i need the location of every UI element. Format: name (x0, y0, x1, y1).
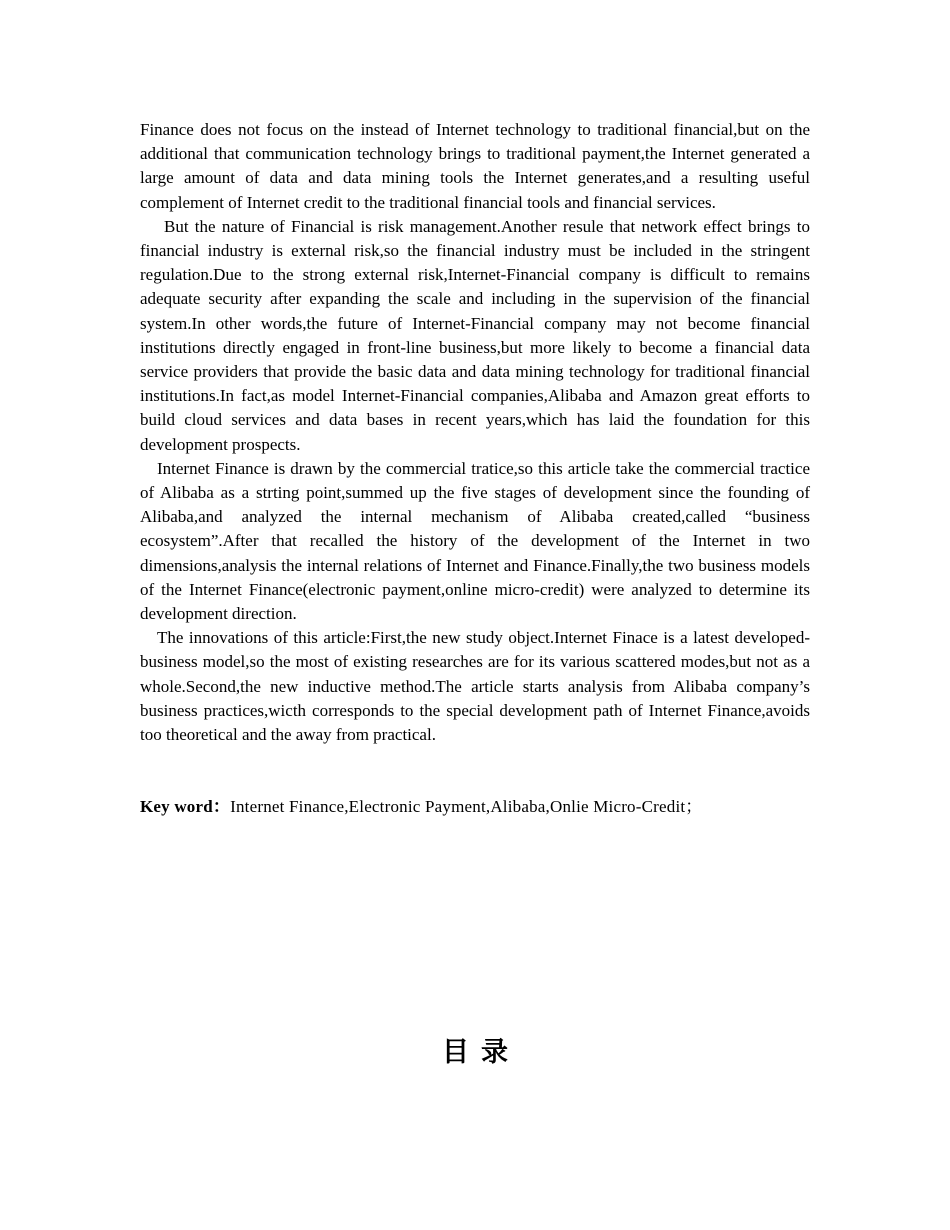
abstract-paragraph-2: But the nature of Financial is risk management.Another resule that network effect brings to financial industry is external risk,so the financial industry must be included in the stringent regulation.Due to the strong external risk,Internet-Financial company is difficult to remains adequate security after expanding the scale and including in the supervision of the financial system.In other words,the future of Internet-Financial company may not become financial institutions directly engaged in front-line business,but more likely to become a financial data service providers that provide the basic data and data mining technology for traditional financial institutions.In fact,as model Internet-Financial companies,Alibaba and Amazon great efforts to build cloud services and data bases in recent years,which has laid the foundation for this development prospects. (140, 216, 810, 454)
keywords-text: Internet Finance,Electronic Payment,Alibaba,Onlie Micro-Credit； (230, 797, 703, 817)
abstract-paragraph-1: Finance does not focus on the instead of Internet technology to traditional financial,but on the additional that communication technology brings to traditional payment,the Internet generated a large amount of data and data mining tools the Internet generates,and a resulting useful complement of Internet credit to the traditional financial tools and financial services. (140, 120, 810, 212)
keywords-label: Key word： (140, 797, 231, 817)
abstract-paragraph-3: Internet Finance is drawn by the commercial tratice,so this article take the commercial tractice of Alibaba as a strting point,summed up the five stages of development since the founding of Alibaba,and analyzed the internal mechanism of Alibaba created,called “business ecosystem”.After that recalled the history of the development of the Internet in two dimensions,analysis the internal relations of Internet and Finance.Finally,the two business models of the Internet Finance(electronic payment,online micro-credit) were analyzed to determine its development direction. (140, 458, 810, 624)
keywords-line (140, 795, 810, 819)
table-of-contents-title: 目录 (442, 1037, 520, 1068)
abstract-body (140, 118, 810, 819)
abstract-paragraph-4: The innovations of this article:First,the new study object.Internet Finace is a latest developed-business model,so the most of existing researches are for its various scattered modes,but not as a whole.Second,the new inductive method.The article starts analysis from Alibaba company’s business practices,wicth corresponds to the special development path of Internet Finance,avoids too theoretical and the away from practical. (140, 628, 810, 745)
